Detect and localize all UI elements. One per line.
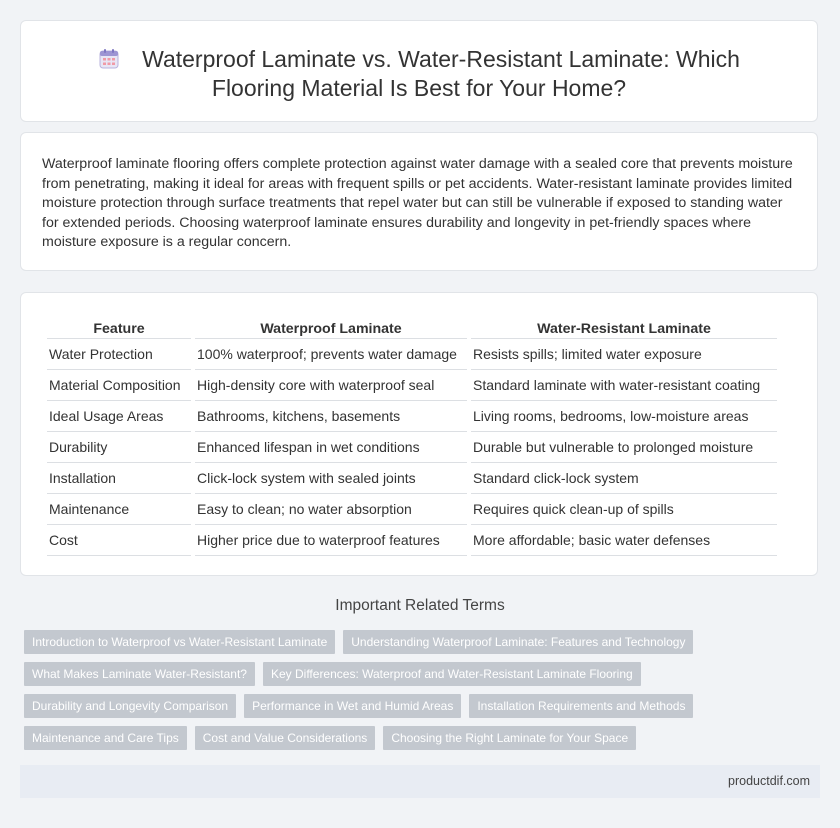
table-cell: Enhanced lifespan in wet conditions: [195, 432, 467, 463]
table-row: [47, 339, 777, 370]
table-cell: Installation: [47, 463, 191, 494]
calendar-icon: [98, 48, 120, 70]
header-water-resistant: Water-Resistant Laminate: [471, 317, 777, 339]
table-cell: Higher price due to waterproof features: [195, 525, 467, 556]
tag-row: [24, 662, 724, 686]
related-tag-link[interactable]: Maintenance and Care Tips: [24, 726, 187, 750]
header-waterproof: Waterproof Laminate: [195, 317, 467, 339]
table-row: [47, 525, 777, 556]
table-cell: Click-lock system with sealed joints: [195, 463, 467, 494]
related-tag-link[interactable]: Choosing the Right Laminate for Your Space: [383, 726, 636, 750]
table-row: [47, 370, 777, 401]
table-cell: Ideal Usage Areas: [47, 401, 191, 432]
table-row: [47, 432, 777, 463]
table-cell: Durable but vulnerable to prolonged moisture: [471, 432, 777, 463]
related-tag-link[interactable]: Key Differences: Waterproof and Water-Resistant Laminate Flooring: [263, 662, 641, 686]
related-tag-link[interactable]: Installation Requirements and Methods: [469, 694, 693, 718]
page-title: Waterproof Laminate vs. Water-Resistant Laminate: Which Flooring Material Is Best for Your Home?: [142, 46, 740, 101]
footer: [20, 765, 820, 798]
table-cell: High-density core with waterproof seal: [195, 370, 467, 401]
comparison-table: [43, 317, 781, 556]
table-cell: Cost: [47, 525, 191, 556]
table-header-row: [47, 317, 777, 339]
related-tags: [24, 630, 724, 758]
header-feature: Feature: [47, 317, 191, 339]
footer-site-link[interactable]: productdif.com: [728, 774, 810, 788]
tag-row: [24, 726, 724, 750]
table-cell: Bathrooms, kitchens, basements: [195, 401, 467, 432]
related-tag-link[interactable]: Introduction to Waterproof vs Water-Resistant Laminate: [24, 630, 335, 654]
table-cell: Material Composition: [47, 370, 191, 401]
table-cell: 100% waterproof; prevents water damage: [195, 339, 467, 370]
table-row: [47, 463, 777, 494]
related-tag-link[interactable]: Durability and Longevity Comparison: [24, 694, 236, 718]
table-cell: Living rooms, bedrooms, low-moisture areas: [471, 401, 777, 432]
table-cell: More affordable; basic water defenses: [471, 525, 777, 556]
title-card: [20, 20, 818, 122]
table-cell: Standard click-lock system: [471, 463, 777, 494]
table-cell: Maintenance: [47, 494, 191, 525]
related-terms-heading: Important Related Terms: [335, 597, 505, 614]
intro-paragraph: Waterproof laminate flooring offers complete protection against water damage with a sealed core that prevents moisture from penetrating, making it ideal for areas with frequent spills or pet accidents. Water-resistant laminate provides limited moisture protection through surface treatments that repel water but can still be vulnerable if exposed to standing water for extended periods. Choosing waterproof laminate ensures durability and longevity in pet-friendly spaces where moisture exposure is a regular concern.: [42, 156, 793, 251]
related-tag-link[interactable]: Performance in Wet and Humid Areas: [244, 694, 461, 718]
table-cell: Standard laminate with water-resistant coating: [471, 370, 777, 401]
tag-row: [24, 630, 724, 654]
table-row: [47, 494, 777, 525]
title-wrap: [21, 45, 817, 103]
intro-card: [20, 132, 818, 271]
table-cell: Resists spills; limited water exposure: [471, 339, 777, 370]
table-cell: Durability: [47, 432, 191, 463]
table-cell: Requires quick clean-up of spills: [471, 494, 777, 525]
table-row: [47, 401, 777, 432]
related-tag-link[interactable]: Understanding Waterproof Laminate: Features and Technology: [343, 630, 693, 654]
table-cell: Easy to clean; no water absorption: [195, 494, 467, 525]
table-cell: Water Protection: [47, 339, 191, 370]
comparison-table-card: [20, 292, 818, 576]
tag-row: [24, 694, 724, 718]
related-tag-link[interactable]: Cost and Value Considerations: [195, 726, 376, 750]
related-tag-link[interactable]: What Makes Laminate Water-Resistant?: [24, 662, 255, 686]
